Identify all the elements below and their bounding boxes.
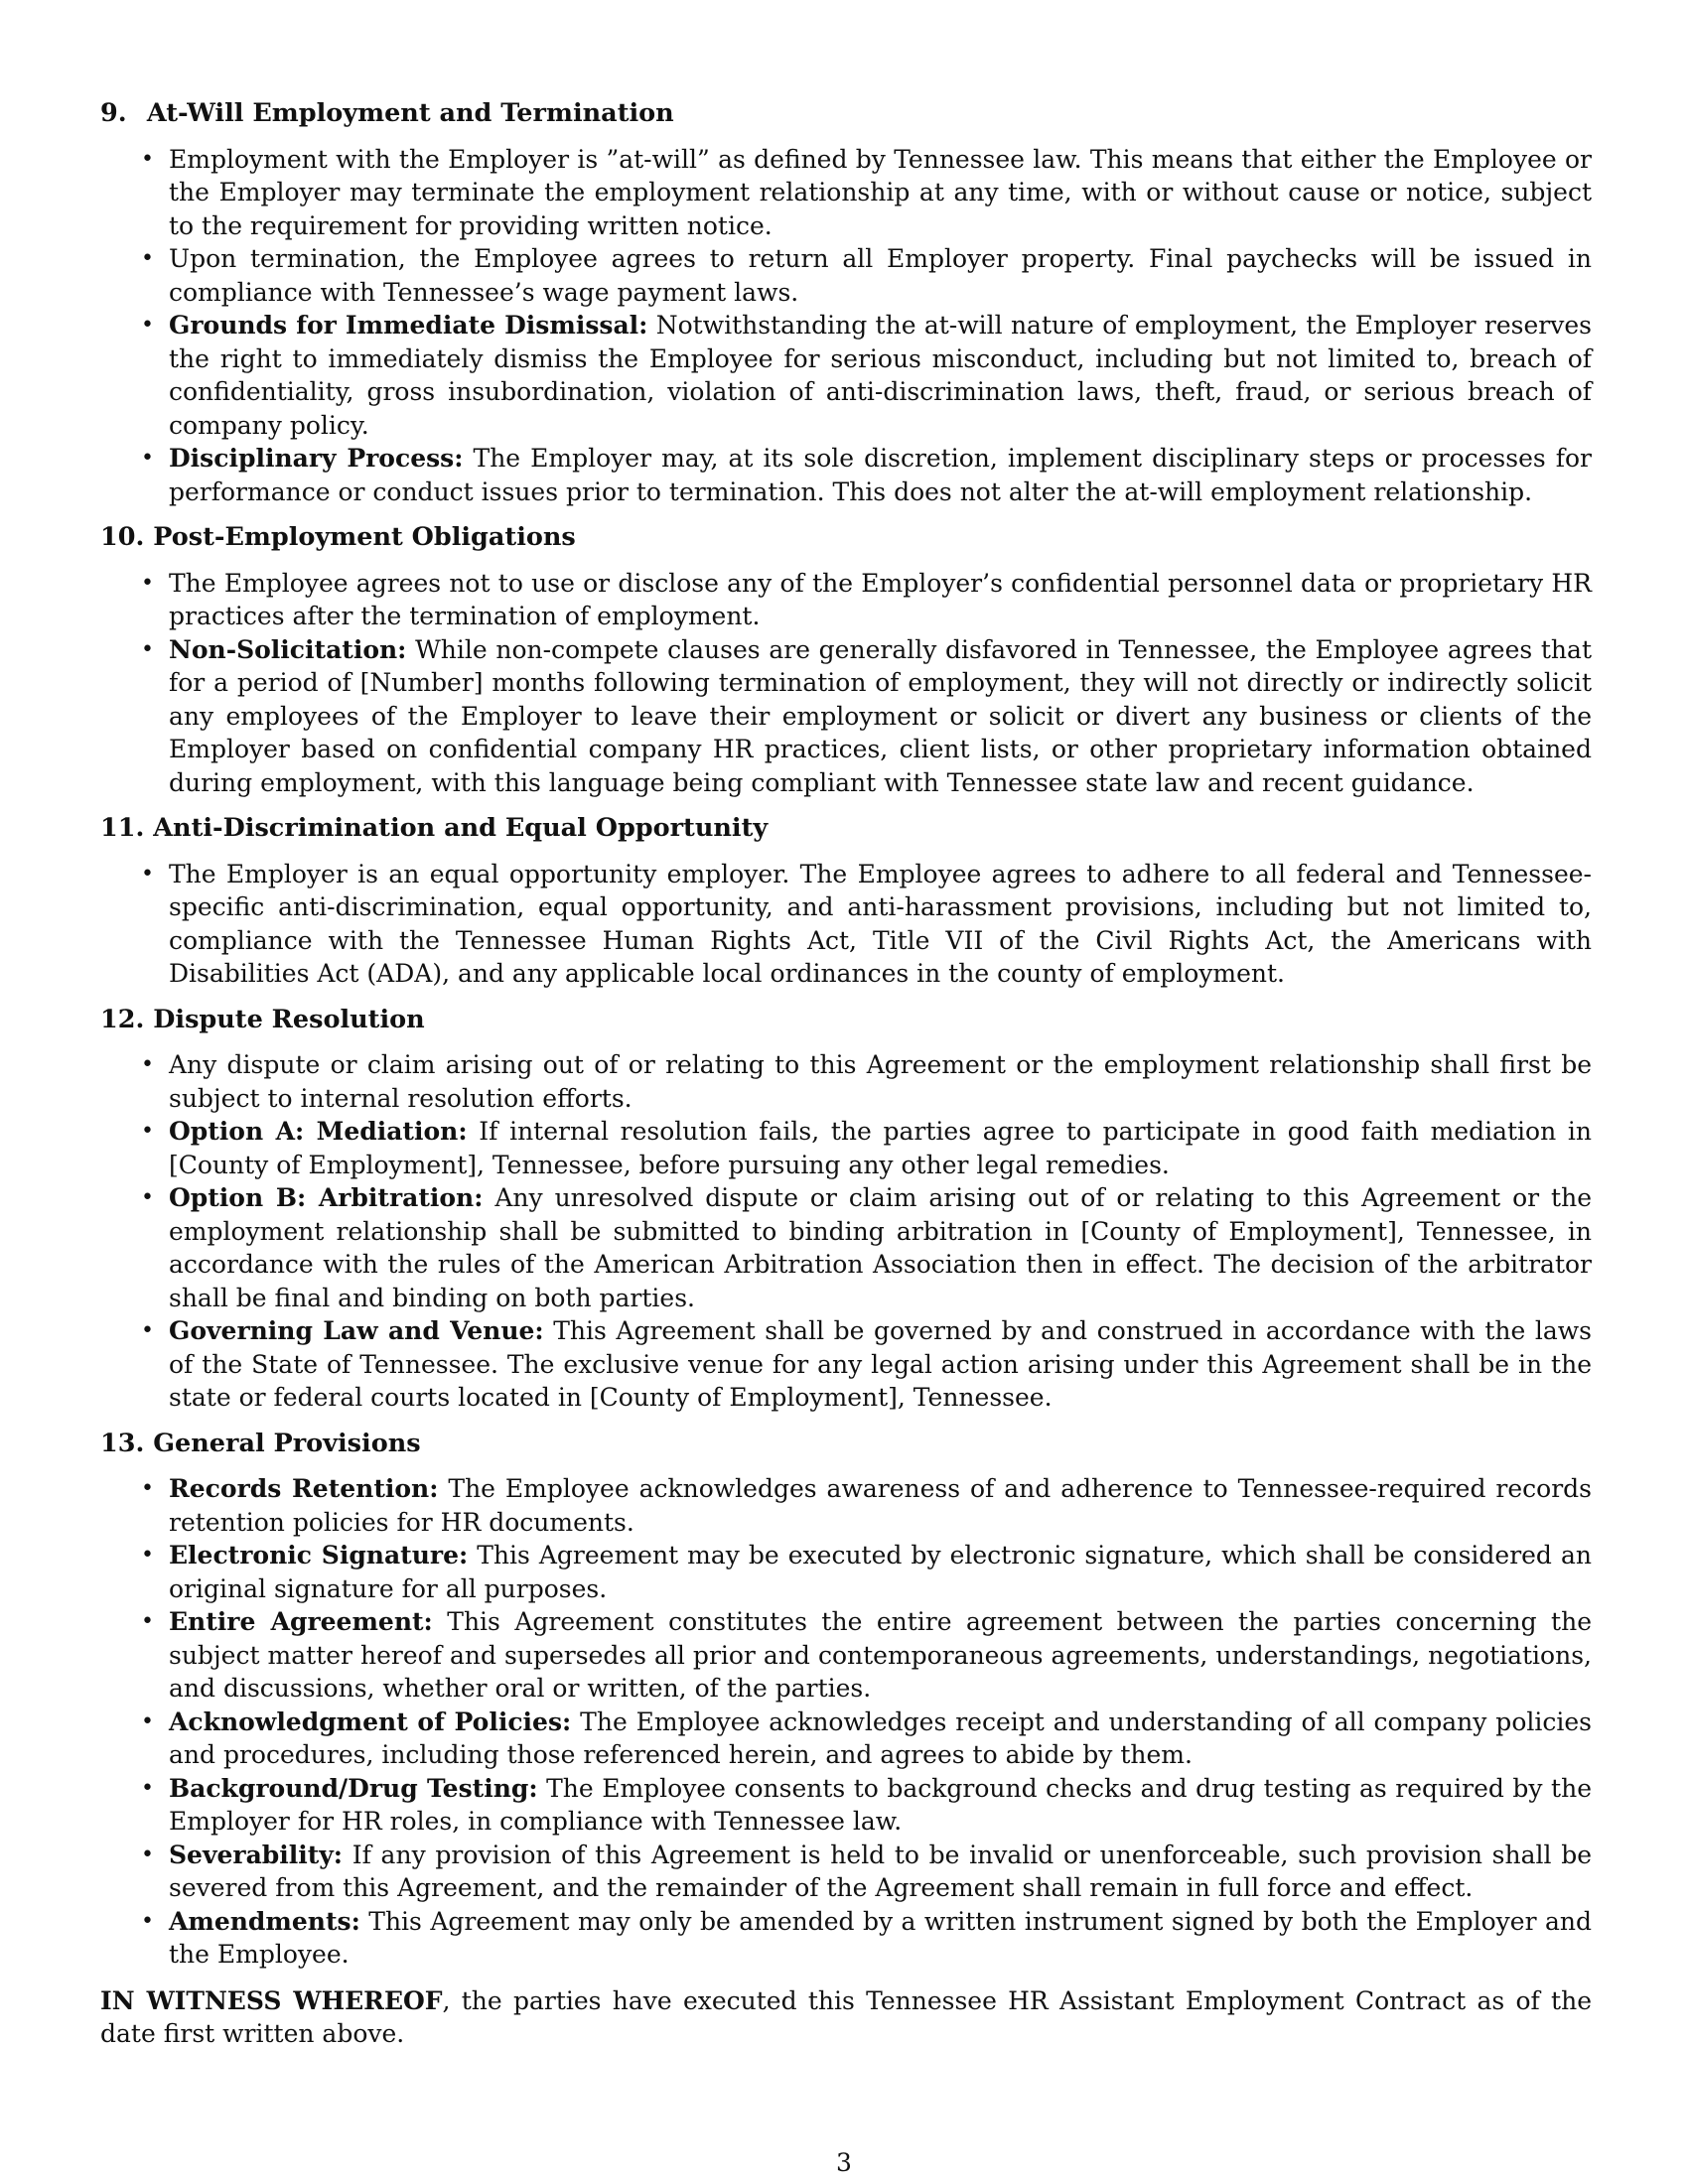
clause-text: Notwithstanding the at-will nature of employment, the Employer reserves the right to immediately dismiss the Employee for serious misconduct, including but not limited to, breach of confidentiality, gross insubordination, violation of anti-discrimination laws, theft, fraud, or serious breach of company policy. (169, 311, 1592, 440)
bullet-icon: • (141, 636, 154, 662)
clause-lead: Grounds for Immediate Dismissal: (169, 311, 648, 340)
clause-text: This Agreement may only be amended by a written instrument signed by both the Employer and the Employee. (169, 1906, 1592, 1969)
clause-lead: Acknowledgment of Policies: (169, 1706, 572, 1736)
bullet-icon: • (141, 1708, 154, 1734)
clause-text: The Employee consents to background checks and drug testing as required by the Employer for HR roles, in compliance with Tennessee law. (169, 1773, 1592, 1836)
clause-text: This Agreement may be executed by electronic signature, which shall be considered an original signature for all purposes. (169, 1541, 1592, 1603)
section-heading (100, 97, 1592, 131)
witness-text: , the parties have executed this Tennessee HR Assistant Employment Contract as of the date first written above. (100, 1985, 1592, 2048)
bullet-icon: • (141, 1775, 154, 1801)
clause-text: Any dispute or claim arising out of or relating to this Agreement or the employment relationship shall first be subject to internal resolution efforts. (169, 1050, 1592, 1113)
contract-section (100, 521, 1592, 799)
bullet-icon: • (141, 861, 154, 887)
section-title: Anti-Discrimination and Equal Opportunity (153, 813, 769, 843)
clause-text: Any unresolved dispute or claim arising out of or relating to this Agreement or the employment relationship shall be submitted to binding arbitration in [County of Employment], Tennessee, in accordance with the rules of the American Arbitration Association then in effect. The decision of the arbitrator shall be final and binding on both parties. (169, 1183, 1592, 1312)
section-title: Dispute Resolution (153, 1004, 425, 1034)
contract-section (100, 1428, 1592, 1972)
bullet-icon: • (141, 146, 154, 172)
bullet-icon: • (141, 246, 154, 271)
clause-lead: Electronic Signature: (169, 1541, 469, 1570)
bullet-icon: • (141, 1476, 154, 1501)
clause-item (100, 1314, 1592, 1415)
bullet-icon: • (141, 313, 154, 338)
clause-lead: Amendments: (169, 1906, 360, 1936)
section-title: General Provisions (153, 1428, 421, 1458)
clause-item (100, 143, 1592, 243)
clause-list (100, 143, 1592, 509)
contract-section (100, 1004, 1592, 1415)
clause-text: Employment with the Employer is ”at-will” as defined by Tennessee law. This means that either the Employee or the Employer may terminate the employment relationship at any time, with or without cause or notice, subject to the requirement for providing written notice. (169, 144, 1592, 240)
clause-lead: Severability: (169, 1840, 344, 1869)
clause-item (100, 1048, 1592, 1115)
clause-text: If internal resolution fails, the parties agree to participate in good faith mediation in [County of Employment], Tennessee, before pursuing any other legal remedies. (169, 1117, 1592, 1179)
bullet-icon: • (141, 1185, 154, 1210)
clause-text: The Employer may, at its sole discretion, implement disciplinary steps or processes for performance or conduct issues prior to termination. This does not alter the at-will employment relationship. (169, 444, 1593, 506)
clause-list (100, 1048, 1592, 1415)
clause-list (100, 858, 1592, 991)
clause-item (100, 1839, 1592, 1905)
bullet-icon: • (141, 446, 154, 471)
page-number: 3 (836, 2148, 852, 2177)
clause-item (100, 858, 1592, 991)
clause-text: While non-compete clauses are generally disfavored in Tennessee, the Employee agrees that for a period of [Number] months following termination of employment, they will not directly or indirectly solicit any employees of the Employer to leave their employment or solicit or divert any business or clients of the Employer based on confidential company HR practices, client lists, or other proprietary information obtained during employment, with this language being compliant with Tennessee state law and recent guidance. (169, 634, 1592, 797)
clause-item (100, 1539, 1592, 1605)
section-title: At-Will Employment and Termination (146, 98, 674, 128)
section-number: 10. (100, 522, 145, 552)
clause-lead: Entire Agreement: (169, 1607, 433, 1636)
section-title: Post-Employment Obligations (153, 522, 576, 552)
clause-item (100, 633, 1592, 800)
section-heading (100, 1004, 1592, 1037)
clause-text: Upon termination, the Employee agrees to return all Employer property. Final paychecks will be issued in compliance with Tennessee’s wage payment laws. (169, 244, 1592, 307)
bullet-icon: • (141, 1908, 154, 1934)
bullet-icon: • (141, 1318, 154, 1343)
clause-item (100, 309, 1592, 442)
bullet-icon: • (141, 1609, 154, 1634)
contract-page-body (100, 97, 1592, 2051)
clause-item (100, 1115, 1592, 1181)
clause-lead: Disciplinary Process: (169, 444, 464, 473)
clause-lead: Records Retention: (169, 1474, 439, 1503)
clause-item (100, 1772, 1592, 1839)
witness-clause (100, 1984, 1592, 2051)
clause-lead: Option A: Mediation: (169, 1117, 468, 1146)
clause-item (100, 1181, 1592, 1314)
section-heading (100, 1428, 1592, 1461)
clause-text: The Employee acknowledges receipt and understanding of all company policies and procedures, including those referenced herein, and agrees to abide by them. (169, 1706, 1592, 1769)
clause-text: The Employee acknowledges awareness of and adherence to Tennessee-required records retention policies for HR documents. (169, 1474, 1592, 1537)
section-number: 9. (100, 98, 127, 128)
clause-list (100, 1472, 1592, 1972)
section-heading (100, 812, 1592, 846)
clause-item (100, 1472, 1592, 1539)
witness-lead: IN WITNESS WHEREOF (100, 1985, 443, 2015)
clause-lead: Governing Law and Venue: (169, 1316, 544, 1345)
clause-item (100, 1905, 1592, 1972)
clause-item (100, 1706, 1592, 1772)
clause-text: If any provision of this Agreement is held to be invalid or unenforceable, such provision shall be severed from this Agreement, and the remainder of the Agreement shall remain in full force and effect. (169, 1840, 1592, 1902)
contract-section (100, 97, 1592, 508)
bullet-icon: • (141, 1119, 154, 1144)
clause-item (100, 567, 1592, 633)
bullet-icon: • (141, 1052, 154, 1077)
clause-lead: Non-Solicitation: (169, 634, 407, 664)
clause-item (100, 242, 1592, 309)
clause-text: The Employee agrees not to use or disclose any of the Employer’s confidential personnel data or proprietary HR practices after the termination of employment. (169, 568, 1592, 630)
bullet-icon: • (141, 1543, 154, 1568)
section-heading (100, 521, 1592, 555)
bullet-icon: • (141, 1842, 154, 1867)
clause-list (100, 567, 1592, 800)
clause-item (100, 442, 1592, 508)
section-number: 12. (100, 1004, 145, 1034)
clause-lead: Option B: Arbitration: (169, 1183, 484, 1212)
section-number: 11. (100, 813, 145, 843)
clause-item (100, 1605, 1592, 1706)
section-number: 13. (100, 1428, 145, 1458)
bullet-icon: • (141, 570, 154, 596)
clause-text: This Agreement shall be governed by and construed in accordance with the laws of the State of Tennessee. The exclusive venue for any legal action arising under this Agreement shall be in the state or federal courts located in [County of Employment], Tennessee. (169, 1316, 1593, 1412)
clause-text: This Agreement constitutes the entire agreement between the parties concerning the subject matter hereof and supersedes all prior and contemporaneous agreements, understandings, negotiations, and discussions, whether oral or written, of the parties. (169, 1607, 1593, 1703)
clause-text: The Employer is an equal opportunity employer. The Employee agrees to adhere to all federal and Tennessee-specific anti-discrimination, equal opportunity, and anti-harassment provisions, including but not limited to, compliance with the Tennessee Human Rights Act, Title VII of the Civil Rights Act, the Americans with Disabilities Act (ADA), and any applicable local ordinances in the county of employment. (169, 859, 1592, 988)
contract-section (100, 812, 1592, 991)
clause-lead: Background/Drug Testing: (169, 1773, 538, 1803)
